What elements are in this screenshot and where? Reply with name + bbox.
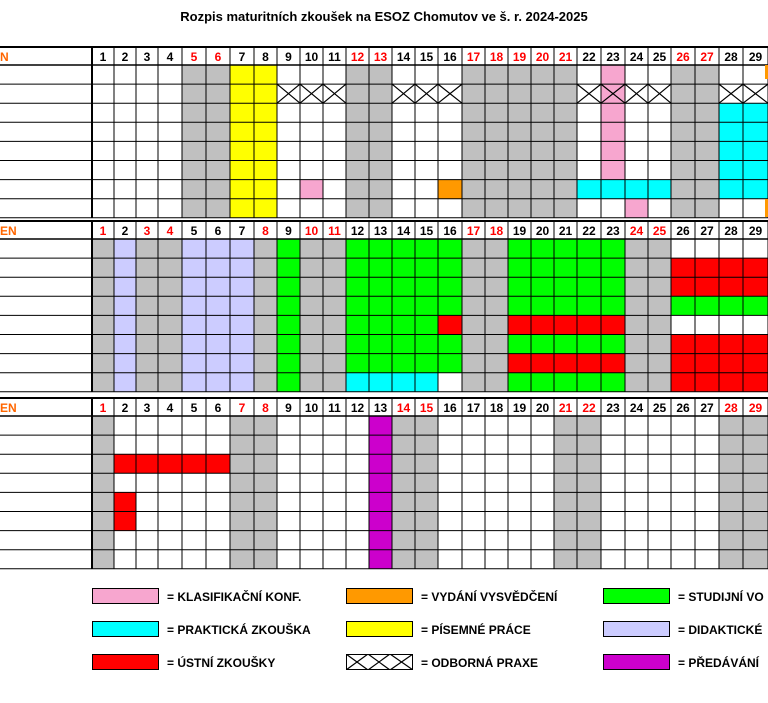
klasifikacni-block <box>601 141 625 160</box>
studijni-volno-block <box>346 277 462 296</box>
studijni-volno-block <box>346 296 462 315</box>
day-number: 21 <box>558 224 573 238</box>
predavani-block <box>369 512 392 531</box>
odborna-praxe-cross <box>743 84 768 103</box>
day-number: 6 <box>214 401 222 415</box>
day-number: 7 <box>238 50 246 64</box>
day-number: 1 <box>99 50 107 64</box>
didakticke-block <box>182 277 254 296</box>
day-number: 28 <box>724 401 738 415</box>
legend-swatch-ustni <box>92 654 159 670</box>
day-number: 12 <box>350 50 365 64</box>
page-title: Rozpis maturitních zkoušek na ESOZ Chomutov ve š. r. 2024-2025 <box>180 9 588 24</box>
day-number: 11 <box>328 224 341 238</box>
odborna-praxe-cross <box>300 84 323 103</box>
day-number: 24 <box>629 50 644 64</box>
odborna-praxe-cross <box>392 84 415 103</box>
day-number: 10 <box>304 401 319 415</box>
klasifikacni-block <box>625 199 648 218</box>
day-number: 18 <box>489 224 504 238</box>
didakticke-block <box>114 239 136 258</box>
day-number: 26 <box>676 224 690 238</box>
day-number: 12 <box>350 401 365 415</box>
day-number: 17 <box>466 50 481 64</box>
legend-swatch-klasifikacni <box>92 588 159 604</box>
vydani-block <box>438 180 462 199</box>
studijni-volno-block <box>277 239 300 258</box>
didakticke-block <box>182 315 254 334</box>
day-number: 8 <box>262 224 269 238</box>
day-number: 29 <box>748 224 763 238</box>
studijni-volno-block <box>277 277 300 296</box>
day-number: 11 <box>328 401 341 415</box>
day-number: 5 <box>190 50 198 64</box>
day-number: 6 <box>214 224 222 238</box>
day-number: 20 <box>535 224 550 238</box>
day-number: 13 <box>373 50 388 64</box>
predavani-block <box>369 550 392 569</box>
studijni-volno-block <box>346 239 462 258</box>
month-label-cell <box>0 47 92 65</box>
predavani-block <box>369 454 392 473</box>
studijni-volno-block <box>277 315 300 334</box>
legend-label-predavani: = PŘEDÁVÁNÍ <box>678 656 760 670</box>
day-number: 10 <box>304 50 319 64</box>
day-number: 18 <box>489 50 504 64</box>
day-number: 25 <box>652 50 667 64</box>
didakticke-block <box>182 296 254 315</box>
legend-swatch-praxe <box>346 654 413 670</box>
odborna-praxe-cross <box>648 84 671 103</box>
day-number: 2 <box>121 50 129 64</box>
day-number: 3 <box>143 224 151 238</box>
day-number: 7 <box>238 401 246 415</box>
day-number: 23 <box>606 401 620 415</box>
day-number: 25 <box>652 401 667 415</box>
day-number: 1 <box>99 401 107 415</box>
day-number: 19 <box>512 224 527 238</box>
day-number: 18 <box>489 401 504 415</box>
legend-swatch-studijni <box>603 588 670 604</box>
legend-swatch-didakticke <box>603 621 670 637</box>
day-number: 9 <box>285 224 292 238</box>
ustni-block <box>508 315 625 334</box>
day-number: 22 <box>582 224 596 238</box>
day-number: 4 <box>166 50 174 64</box>
legend-label-prakticka: = PRAKTICKÁ ZKOUŠKA <box>167 623 311 637</box>
day-number: 29 <box>748 50 763 64</box>
day-number: 28 <box>724 50 738 64</box>
day-number: 19 <box>512 401 527 415</box>
studijni-volno-block <box>277 373 300 392</box>
studijni-volno-block <box>508 296 625 315</box>
predavani-block <box>369 492 392 511</box>
legend-label-praxe: = ODBORNÁ PRAXE <box>421 656 539 670</box>
odborna-praxe-cross <box>277 84 300 103</box>
didakticke-block <box>182 239 254 258</box>
day-number: 14 <box>396 224 411 238</box>
day-number: 8 <box>262 401 269 415</box>
day-number: 8 <box>262 50 269 64</box>
day-number: 26 <box>676 401 690 415</box>
day-number: 17 <box>466 224 481 238</box>
ustni-block <box>438 315 462 334</box>
day-number: 15 <box>419 224 434 238</box>
klasifikacni-block <box>601 103 625 122</box>
legend-swatch-prakticka <box>92 621 159 637</box>
day-number: 3 <box>143 401 151 415</box>
day-number: 16 <box>443 50 457 64</box>
day-number: 2 <box>121 224 129 238</box>
day-number: 21 <box>558 401 573 415</box>
day-number: 28 <box>724 224 738 238</box>
day-number: 2 <box>121 401 129 415</box>
day-number: 27 <box>700 401 714 415</box>
didakticke-block <box>114 315 136 334</box>
day-number: 23 <box>606 50 620 64</box>
odborna-praxe-cross <box>577 84 601 103</box>
legend-swatch-pisemne <box>346 621 413 637</box>
day-number: 27 <box>700 50 714 64</box>
studijni-volno-block <box>277 258 300 277</box>
didakticke-block <box>114 373 136 392</box>
klasifikacni-block <box>300 180 323 199</box>
day-number: 10 <box>304 224 319 238</box>
day-number: 9 <box>285 401 292 415</box>
ustni-block <box>114 454 230 473</box>
month-label: N <box>0 50 9 64</box>
day-number: 4 <box>166 401 174 415</box>
didakticke-block <box>114 277 136 296</box>
day-number: 14 <box>396 50 411 64</box>
studijni-volno-block <box>346 335 462 354</box>
ustni-block <box>114 512 136 531</box>
day-number: 7 <box>238 224 246 238</box>
didakticke-block <box>182 354 254 373</box>
day-number: 3 <box>143 50 151 64</box>
predavani-block <box>369 531 392 550</box>
day-number: 21 <box>558 50 573 64</box>
day-number: 29 <box>748 401 763 415</box>
day-number: 19 <box>512 50 527 64</box>
legend-label-klasifikacni: = KLASIFIKAČNÍ KONF. <box>167 590 302 604</box>
didakticke-block <box>114 258 136 277</box>
predavani-block <box>369 416 392 435</box>
ustni-block <box>508 354 625 373</box>
day-number: 4 <box>166 224 174 238</box>
day-number: 16 <box>443 224 457 238</box>
month-label: EN <box>0 401 17 415</box>
odborna-praxe-cross <box>415 84 438 103</box>
klasifikacni-block <box>601 122 625 141</box>
legend-label-didakticke: = DIDAKTICKÉ <box>678 623 763 637</box>
day-number: 20 <box>535 50 550 64</box>
didakticke-block <box>114 335 136 354</box>
didakticke-block <box>182 335 254 354</box>
day-number: 5 <box>190 401 198 415</box>
ustni-block <box>114 492 136 511</box>
day-number: 22 <box>582 50 596 64</box>
legend-label-studijni: = STUDIJNÍ VO <box>678 590 764 604</box>
legend-label-ustni: = ÚSTNÍ ZKOUŠKY <box>167 656 276 670</box>
odborna-praxe-cross <box>625 84 648 103</box>
day-number: 14 <box>396 401 411 415</box>
legend-label-pisemne: = PÍSEMNÉ PRÁCE <box>421 623 531 637</box>
didakticke-block <box>182 258 254 277</box>
studijni-volno-block <box>277 296 300 315</box>
predavani-block <box>369 473 392 492</box>
day-number: 15 <box>419 401 434 415</box>
day-number: 24 <box>629 224 644 238</box>
didakticke-block <box>182 373 254 392</box>
day-number: 22 <box>582 401 596 415</box>
day-number: 15 <box>419 50 434 64</box>
month-label: EN <box>0 224 17 238</box>
day-number: 13 <box>373 401 388 415</box>
day-number: 6 <box>214 50 222 64</box>
klasifikacni-block <box>601 161 625 180</box>
day-number: 26 <box>676 50 690 64</box>
day-number: 16 <box>443 401 457 415</box>
odborna-praxe-cross <box>323 84 346 103</box>
prakticka-block <box>577 180 671 199</box>
day-number: 17 <box>466 401 481 415</box>
odborna-praxe-cross <box>438 84 462 103</box>
studijni-volno-block <box>508 277 625 296</box>
day-number: 11 <box>328 50 341 64</box>
day-number: 12 <box>350 224 365 238</box>
studijni-volno-block <box>277 335 300 354</box>
legend-swatch-vydani <box>346 588 413 604</box>
studijni-volno-block <box>508 258 625 277</box>
day-number: 25 <box>652 224 667 238</box>
klasifikacni-block <box>601 65 625 84</box>
day-number: 13 <box>373 224 388 238</box>
studijni-volno-block <box>277 354 300 373</box>
day-number: 5 <box>190 224 198 238</box>
legend-swatch-predavani <box>603 654 670 670</box>
didakticke-block <box>114 354 136 373</box>
day-number: 20 <box>535 401 550 415</box>
studijni-volno-block <box>508 239 625 258</box>
studijni-volno-block <box>346 258 462 277</box>
predavani-block <box>369 435 392 454</box>
day-number: 24 <box>629 401 644 415</box>
studijni-volno-block <box>508 335 625 354</box>
day-number: 23 <box>606 224 620 238</box>
day-number: 9 <box>285 50 292 64</box>
cross-hatch-icon <box>346 654 413 670</box>
didakticke-block <box>114 296 136 315</box>
day-number: 1 <box>99 224 107 238</box>
studijni-volno-block <box>346 354 462 373</box>
studijni-volno-block <box>508 373 625 392</box>
odborna-praxe-cross <box>719 84 743 103</box>
day-number: 27 <box>700 224 714 238</box>
legend-label-vydani: = VYDÁNÍ VYSVĚDČENÍ <box>421 590 558 604</box>
